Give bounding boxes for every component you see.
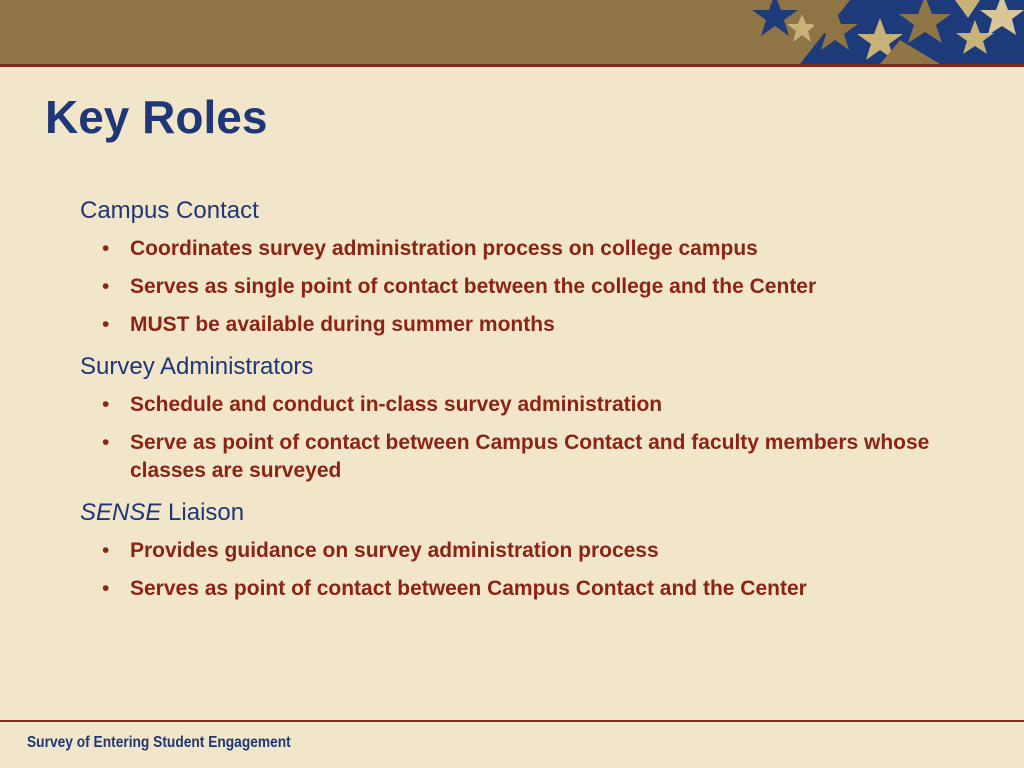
- bullet-text: Serves as single point of contact between the college and the Center: [130, 275, 817, 298]
- bullet-list: [80, 537, 1000, 603]
- footer-rule: [0, 720, 1024, 722]
- bullet-icon: •: [102, 431, 110, 454]
- role-sense-liaison: [80, 495, 1000, 603]
- role-heading: Survey Administrators: [80, 353, 314, 380]
- footer-text: Survey of Entering Student Engagement: [27, 734, 291, 751]
- list-item: [80, 273, 1000, 301]
- list-item: [80, 391, 1000, 419]
- header-rule: [0, 64, 1024, 67]
- bullet-text: Provides guidance on survey administration process: [130, 539, 659, 562]
- bullet-text: Schedule and conduct in-class survey administration: [130, 393, 663, 416]
- role-heading-rest: Liaison: [161, 499, 245, 526]
- role-campus-contact: [80, 193, 1000, 339]
- bullet-text: Coordinates survey administration process on college campus: [130, 237, 758, 260]
- list-item: [80, 575, 1000, 603]
- bullet-icon: •: [102, 393, 110, 416]
- list-item: [80, 311, 1000, 339]
- role-heading: Campus Contact: [80, 197, 259, 224]
- bullet-list: [80, 235, 1000, 339]
- page-title: Key Roles: [45, 91, 268, 143]
- bullet-icon: •: [102, 539, 110, 562]
- role-survey-administrators: [80, 349, 1000, 485]
- role-heading: [80, 495, 1000, 531]
- bullet-icon: •: [102, 577, 110, 600]
- bullet-icon: •: [102, 237, 110, 260]
- list-item: [80, 429, 1000, 485]
- bullet-text: MUST be available during summer months: [130, 313, 555, 336]
- roles-content: [80, 193, 1000, 613]
- list-item: [80, 235, 1000, 263]
- stars-pattern-icon: [740, 0, 1024, 64]
- bullet-icon: •: [102, 275, 110, 298]
- list-item: [80, 537, 1000, 565]
- bullet-list: [80, 391, 1000, 485]
- role-heading-emphasis: SENSE: [80, 499, 162, 526]
- bullet-text: Serves as point of contact between Campus Contact and the Center: [130, 577, 807, 600]
- bullet-text: Serve as point of contact between Campus Contact and faculty members whose classes are surveyed: [130, 431, 930, 482]
- bullet-icon: •: [102, 313, 110, 336]
